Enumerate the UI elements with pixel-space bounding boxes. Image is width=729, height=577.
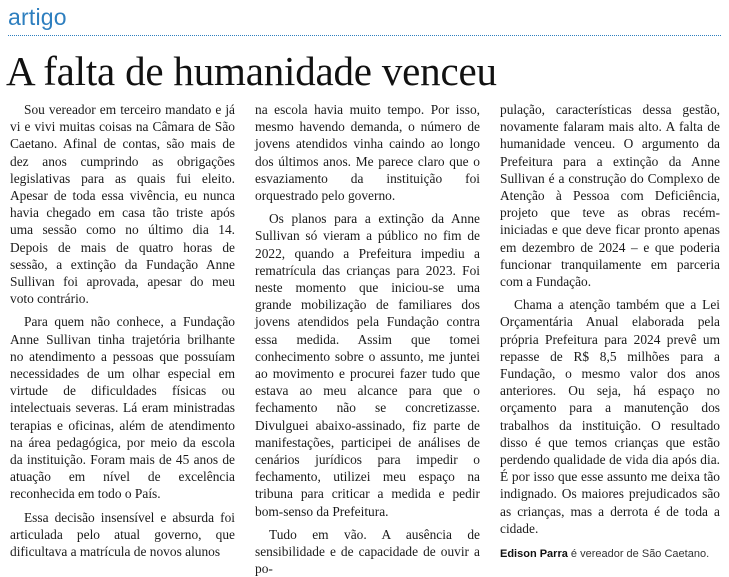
paragraph: Chama a atenção também que a Lei Orçamentária Anual elaborada pela própria Prefeitura para 2024 prevê um repasse de R$ 8,5 milhões para a Fundação, o mesmo valor dos anos anteriores. Ou seja, há espaço no orçamento para a manutenção dos trabalhos da instituição. O resultado disso é que temos crianças que estão perdendo qualidade de vida dia após dia. É por isso que esse assunto me deixa tão indignado. Os maiores prejudicados são as crianças, mas a derrota é de toda a cidade. <box>500 297 720 536</box>
article-headline: A falta de humanidade venceu <box>6 48 497 94</box>
author-name: Edison Parra <box>500 548 568 561</box>
paragraph: pulação, características dessa gestão, novamente falaram mais alto. A falta de humanidade venceu. O argumento da Prefeitura para a extinção da Anne Sullivan é a construção do Complexo de Atenção à Pessoa com Deficiência, projeto que teve as obras recém-iniciadas e que deve ficar pronto apenas em dezembro de 2024 – e que poderia funcionar tranquilamente em parceria com a Fundação. <box>500 102 720 290</box>
author-role: é vereador de São Caetano. <box>567 548 710 561</box>
paragraph: Essa decisão insensível e absurda foi articulada pelo atual governo, que dificultava a matrícula de novos alunos <box>10 509 235 560</box>
paragraph: Os planos para a extinção da Anne Sullivan só vieram a público no fim de 2022, quando a Prefeitura impediu a rematrícula das crianças para 2023. Foi neste momento que iniciou-se uma grande mobilização de familiares dos jovens atendidos pela Fundação contra essa medida. Assim que tomei conhecimento sobre o assunto, me juntei ao movimento e procurei fazer tudo que estava ao meu alcance para que o fechamento não se concretizasse. Divulguei abaixo-assinado, fiz parte de manifestações, participei de análises de cenários jurídicos para impedir o fechamento, utilizei meu espaço na tribuna para criticar a medida e pedir bom-senso da Prefeitura. <box>255 211 480 519</box>
column-2 <box>255 101 480 577</box>
paragraph: Sou vereador em terceiro mandato e já vi e vivi muitas coisas na Câmara de São Caetano. Afinal de contas, são mais de dez anos cumprindo as obrigações legislativas para as quais fui eleito. Apesar de toda essa vivência, eu nunca havia chegado em casa tão triste após uma sessão como no último dia 14. Depois de mais de quatro horas de sessão, a extinção da Fundação Anne Sullivan foi aprovada, apesar do meu voto contrário. <box>10 102 235 307</box>
author-byline <box>500 547 720 561</box>
paragraph: na escola havia muito tempo. Por isso, mesmo havendo demanda, o número de jovens atendidos vinha caindo ao longo dos últimos anos. Me parece claro que o esvaziamento da instituição foi orquestrado pelo governo. <box>255 102 480 204</box>
article-body <box>10 101 720 577</box>
section-divider <box>8 35 721 36</box>
paragraph: Tudo em vão. A ausência de sensibilidade e de capacidade de ouvir a po- <box>255 526 480 577</box>
paragraph: Para quem não conhece, a Fundação Anne Sullivan tinha trajetória brilhante no atendimento a pessoas que possuíam necessidades de um olhar especial em virtude de dificuldades físicas ou intelectuais severas. Lá eram ministradas terapias e oficinas, além de atendimento na área pedagógica, por meio da escola da instituição. Foram mais de 45 anos de atuação em nível de excelência reconhecida em todo o País. <box>10 314 235 502</box>
section-label: artigo <box>8 4 67 30</box>
column-1 <box>10 101 235 563</box>
column-3 <box>500 101 720 563</box>
